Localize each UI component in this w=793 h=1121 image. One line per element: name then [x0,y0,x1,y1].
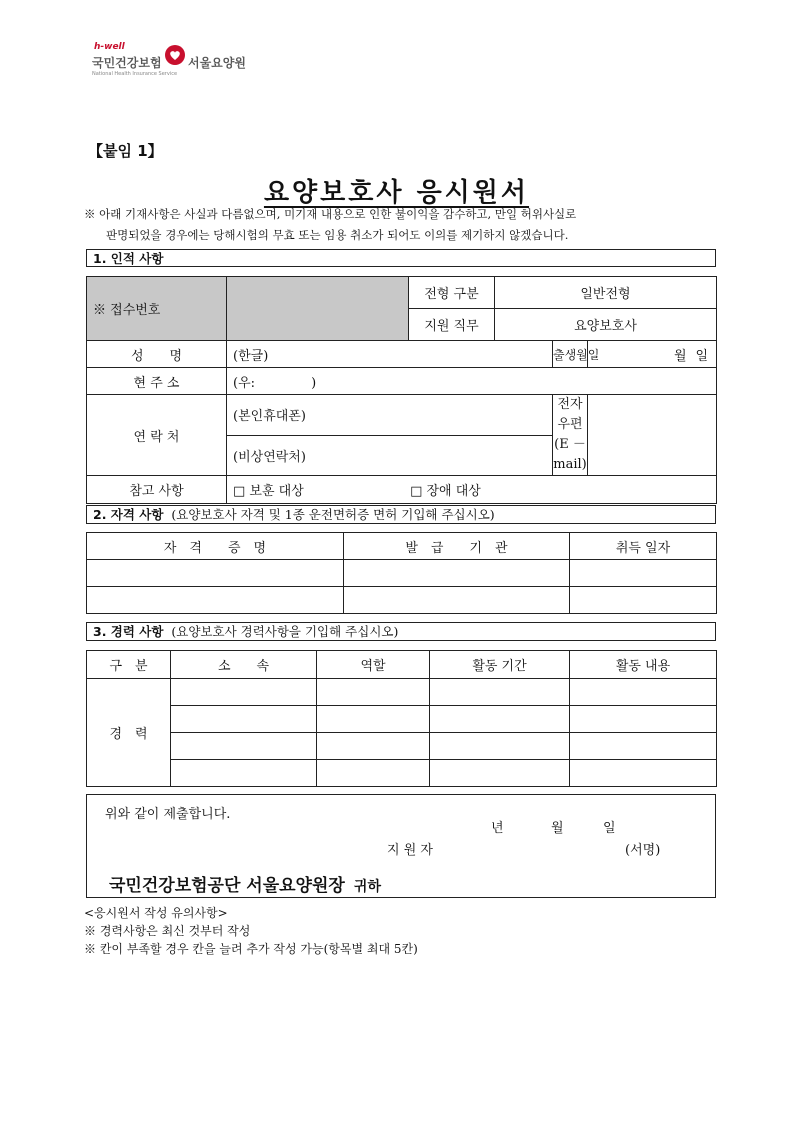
emergency-contact-field[interactable]: (비상연락처) [227,435,553,476]
section3-heading: 3. 경력 사항 (요양보호사 경력사항을 기입해 주십시오) [86,622,716,641]
career-role-cell[interactable] [317,733,430,760]
guide-item-2: ※ 칸이 부족할 경우 칸을 늘려 추가 작성 가능(항목별 최대 5칸) [84,942,418,956]
org-name-english: National Health Insurance Service [92,71,178,77]
signature-field[interactable]: (서명) [625,843,661,858]
birth-field[interactable]: 월 일 [588,341,717,368]
guide-title: <응시원서 작성 유의사항> [84,906,228,920]
table-row [87,587,717,614]
job-value: 요양보호사 [495,309,717,341]
career-activity-cell[interactable] [570,679,717,706]
hwell-logo-text: h-well [94,42,125,52]
career-activity-cell[interactable] [570,760,717,787]
qualification-table [86,532,717,614]
career-role-cell[interactable] [317,679,430,706]
address-field[interactable]: (우: ) [227,368,717,395]
career-org-cell[interactable] [171,706,317,733]
receipt-number-value [227,277,409,341]
attachment-label: 【붙임 1】 [88,142,163,160]
veteran-checkbox[interactable]: □ 보훈 대상 [233,484,304,499]
career-period-cell[interactable] [430,760,570,787]
career-role-cell[interactable] [317,760,430,787]
career-col-activity: 활동 내용 [570,651,717,679]
recipient-line: 국민건강보험공단 서울요양원장 귀하 [109,876,381,896]
organization-logo [92,42,262,87]
branch-name: 서울요양원 [188,56,246,70]
career-period-cell[interactable] [430,733,570,760]
career-org-cell[interactable] [171,733,317,760]
name-field[interactable]: (한글) [227,341,553,368]
qual-col-name: 자 격 증 명 [87,533,344,560]
section2-heading: 2. 자격 사항 (요양보호사 자격 및 1종 운전면허증 면허 기입해 주십시오) [86,505,716,524]
reference-label: 참고 사항 [87,476,227,504]
address-label: 현 주 소 [87,368,227,395]
career-col-org: 소 속 [171,651,317,679]
qual-name-cell[interactable] [87,560,344,587]
section2-note: (요양보호사 자격 및 1종 운전면허증 면허 기입해 주십시오) [171,507,495,522]
org-name: 국민건강보험 [92,56,162,70]
career-activity-cell[interactable] [570,706,717,733]
personal-info-table [86,276,717,504]
career-col-period: 활동 기간 [430,651,570,679]
qual-name-cell[interactable] [87,587,344,614]
table-row [87,679,717,706]
qual-issuer-cell[interactable] [344,560,570,587]
guide-item-1: ※ 경력사항은 최신 것부터 작성 [84,924,251,938]
section3-note: (요양보호사 경력사항을 기입해 주십시오) [171,624,399,639]
career-activity-cell[interactable] [570,733,717,760]
mobile-field[interactable]: (본인휴대폰) [227,395,553,436]
notice-line-2: 판명되었을 경우에는 당해시험의 무효 또는 임용 취소가 되어도 이의를 제기하지 않겠습니다. [106,228,569,242]
qual-col-issuer: 발 급 기 관 [344,533,570,560]
notice-line-1: ※ 아래 기재사항은 사실과 다름없으며, 미기재 내용으로 인한 불이익을 감수하고, 만일 허위사실로 [84,207,577,221]
career-col-role: 역할 [317,651,430,679]
section1-heading: 1. 인적 사항 [86,249,716,267]
career-org-cell[interactable] [171,760,317,787]
table-row [87,733,717,760]
qual-col-date: 취득 일자 [570,533,717,560]
career-col-category: 구 분 [87,651,171,679]
date-day: 일 [603,821,616,836]
table-row [87,706,717,733]
job-label: 지원 직무 [409,309,495,341]
table-row [87,560,717,587]
contact-label: 연 락 처 [87,395,227,476]
heart-logo-icon [164,44,186,66]
type-value: 일반전형 [495,277,717,309]
career-table [86,650,717,787]
submission-box [86,794,716,898]
applicant-label: 지 원 자 [387,843,433,858]
disability-checkbox[interactable]: □ 장애 대상 [410,484,481,499]
type-label: 전형 구분 [409,277,495,309]
name-label: 성 명 [87,341,227,368]
date-month: 월 [551,821,564,836]
table-row [87,760,717,787]
qual-date-cell[interactable] [570,587,717,614]
career-role-cell[interactable] [317,706,430,733]
career-org-cell[interactable] [171,679,317,706]
qual-issuer-cell[interactable] [344,587,570,614]
qual-date-cell[interactable] [570,560,717,587]
reference-options [227,476,717,504]
birth-label: 출생월일 [553,341,588,368]
receipt-number-label: ※ 접수번호 [87,277,227,341]
email-label: 전자 우편 (E － mail) [553,395,588,476]
email-field[interactable] [588,395,717,476]
page-title: 요양보호사 응시원서 [263,178,530,208]
date-year: 년 [491,821,504,836]
career-period-cell[interactable] [430,679,570,706]
submit-statement: 위와 같이 제출합니다. [105,807,231,822]
career-row-label: 경 력 [87,679,171,787]
career-period-cell[interactable] [430,706,570,733]
